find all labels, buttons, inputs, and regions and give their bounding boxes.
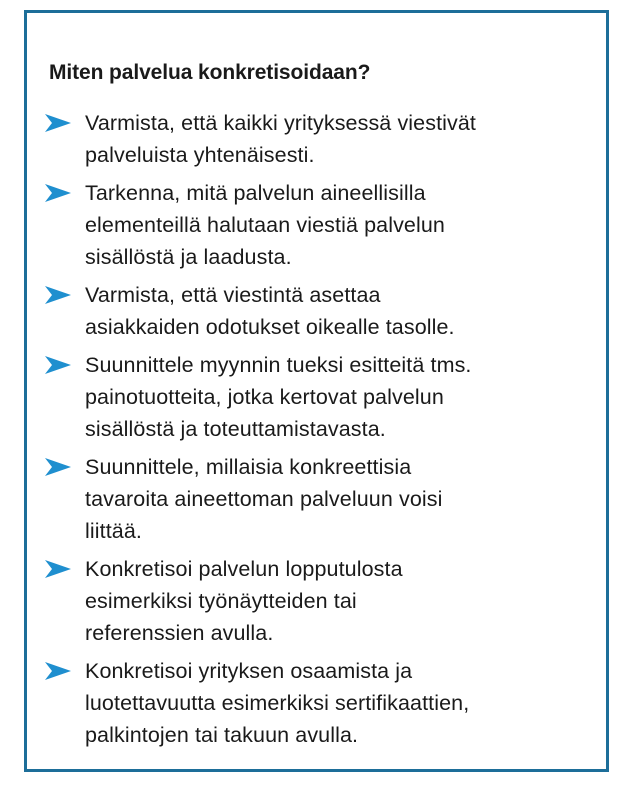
list-item-text: Suunnittele myynnin tueksi esitteitä tms. painotuotteita, jotka kertovat palvelun sisällöstä ja toteuttamistavasta. — [85, 353, 472, 441]
arrowhead-icon — [45, 451, 85, 483]
arrowhead-icon — [45, 107, 85, 139]
list-item-text: Konkretisoi yrityksen osaamista ja luotettavuutta esimerkiksi sertifikaattien, palkintojen tai takuun avulla. — [85, 659, 470, 747]
list-item-text: Konkretisoi palvelun lopputulosta esimerkiksi työnäytteiden tai referenssien avulla. — [85, 557, 403, 645]
list-item — [45, 553, 600, 649]
arrowhead-icon — [45, 349, 85, 381]
arrowhead-icon — [45, 177, 85, 209]
list-item-text: Varmista, että kaikki yrityksessä viestivät palveluista yhtenäisesti. — [85, 111, 477, 167]
arrowhead-icon — [45, 655, 85, 687]
box-title: Miten palvelua konkretisoidaan? — [49, 61, 371, 84]
list-item-text: Varmista, että viestintä asettaa asiakkaiden odotukset oikealle tasolle. — [85, 283, 455, 339]
list-item-text: Suunnittele, millaisia konkreettisia tavaroita aineettoman palveluun voisi liittää. — [85, 455, 443, 543]
list-item-text: Tarkenna, mitä palvelun aineellisilla elementeillä halutaan viestiä palvelun sisällöstä ja laadusta. — [85, 181, 445, 269]
list-item — [45, 279, 600, 343]
list-item — [45, 655, 600, 751]
list-item — [45, 349, 600, 445]
arrowhead-icon — [45, 279, 85, 311]
arrowhead-icon — [45, 553, 85, 585]
list-item — [45, 451, 600, 547]
list-item — [45, 107, 600, 171]
list-item — [45, 177, 600, 273]
info-box — [24, 10, 609, 772]
advice-list — [45, 107, 600, 757]
